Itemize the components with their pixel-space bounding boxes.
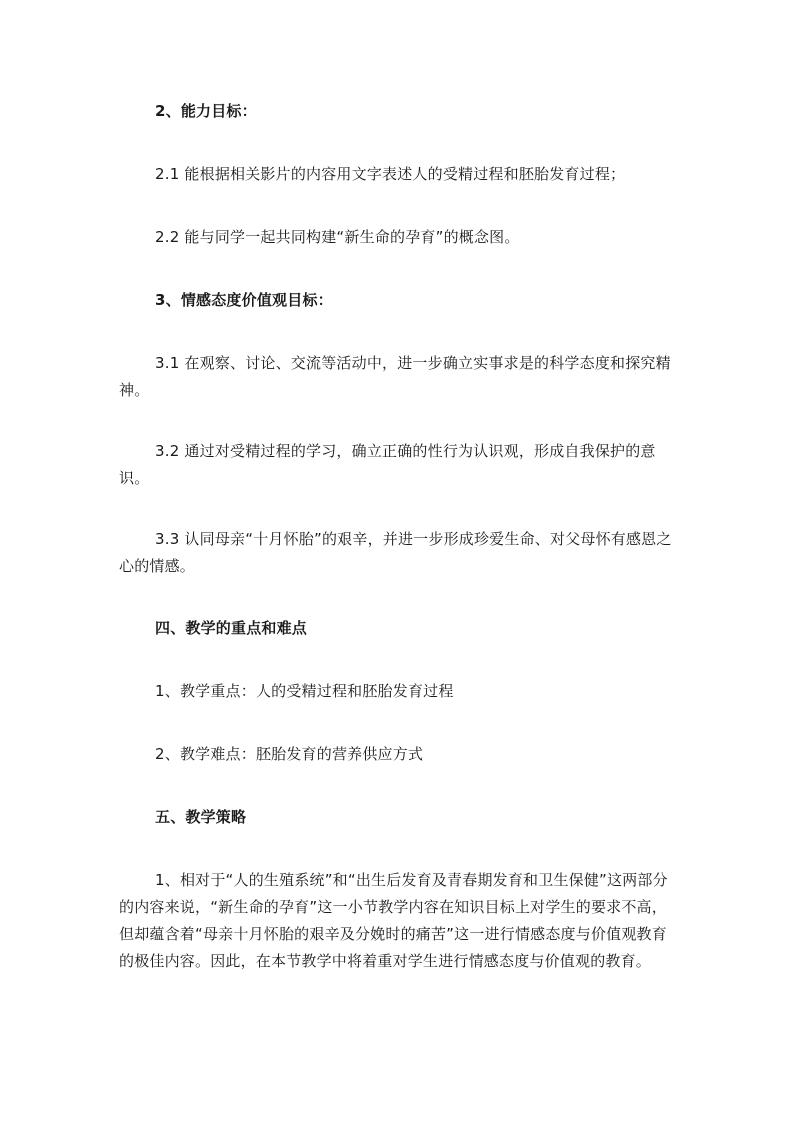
emotion-goal-item-3-1: 3.1 在观察、讨论、交流等活动中，进一步确立实事求是的科学态度和探究精神。: [119, 354, 671, 399]
ability-goal-heading: 2、能力目标：: [155, 102, 257, 120]
difficult-point-item: 2、教学难点：胚胎发育的营养供应方式: [155, 745, 424, 763]
emotion-goal-item-3-3: 3.3 认同母亲“十月怀胎”的艰辛，并进一步形成珍爱生命、对父母怀有感恩之心的情感。: [119, 530, 672, 575]
key-difficult-heading: 四、教学的重点和难点: [155, 619, 308, 637]
ability-goal-item-2-1: 2.1 能根据相关影片的内容用文字表述人的受精过程和胚胎发育过程；: [155, 165, 626, 183]
key-point-item: 1、教学重点：人的受精过程和胚胎发育过程: [155, 682, 454, 700]
strategy-item-1: 1、相对于“人的生殖系统”和“出生后发育及青春期发育和卫生保健”这两部分的内容来说，“新生命的孕育”这一小节教学内容在知识目标上对学生的要求不高，但却蕴含着“母亲十月怀胎的艰辛及分娩时的痛苦”这一进行情感态度与价值观教育的极佳内容。因此，在本节教学中将着重对学生进行情感态度与价值观的教育。: [119, 871, 668, 970]
emotion-goal-item-3-2: 3.2 通过对受精过程的学习，确立正确的性行为认识观，形成自我保护的意识。: [119, 442, 656, 487]
emotion-goal-heading: 3、情感态度价值观目标：: [155, 291, 333, 309]
strategy-heading: 五、教学策略: [155, 808, 247, 826]
ability-goal-item-2-2: 2.2 能与同学一起共同构建“新生命的孕育”的概念图。: [155, 228, 520, 246]
